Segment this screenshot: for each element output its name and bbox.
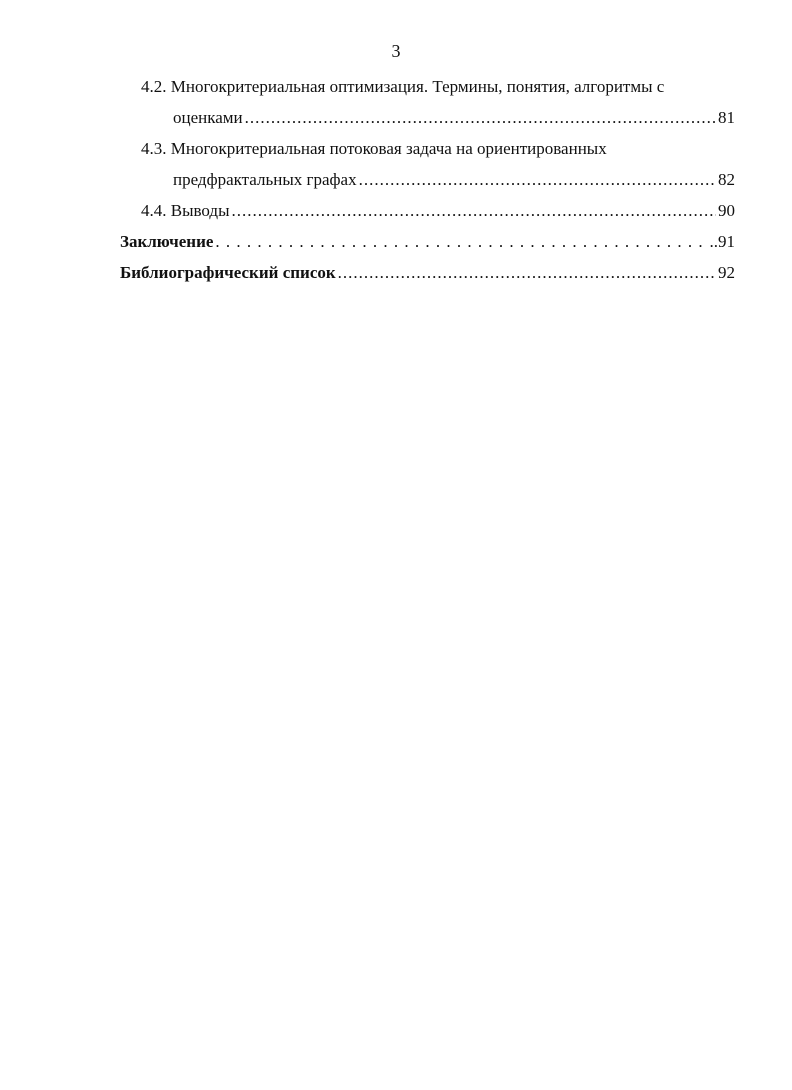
toc-entry-conclusion-page: ..91	[709, 232, 735, 251]
toc-entry-bibliography-page: 92	[718, 263, 735, 282]
toc-entry-4-4-title: 4.4. Выводы	[141, 201, 230, 220]
toc-entry-4-3-first-line: 4.3. Многокритериальная потоковая задача на ориентированных	[141, 139, 607, 158]
toc-entry-4-4	[141, 198, 735, 224]
dot-leader	[359, 167, 716, 193]
toc-entry-4-2-title: оценками	[173, 108, 243, 127]
dot-leader	[232, 198, 716, 224]
toc-entry-conclusion	[120, 229, 735, 255]
toc-entry-bibliography-title: Библиографический список	[120, 263, 336, 282]
toc-entry-4-3-page: 82	[718, 170, 735, 189]
toc-entry-4-3-title: предфрактальных графах	[173, 170, 357, 189]
toc-entry-4-2	[173, 105, 735, 131]
toc-entry-4-3	[173, 167, 735, 193]
toc-entry-conclusion-title: Заключение	[120, 232, 214, 251]
toc-entry-bibliography	[120, 260, 735, 286]
dot-leader	[215, 229, 707, 255]
page-number: 3	[391, 41, 401, 61]
dot-leader	[245, 105, 716, 131]
toc-entry-4-2-first-line: 4.2. Многокритериальная оптимизация. Термины, понятия, алгоритмы с	[141, 77, 665, 96]
toc-entry-4-2-page: 81	[718, 108, 735, 127]
toc-entry-4-4-page: 90	[718, 201, 735, 220]
dot-leader	[338, 260, 716, 286]
